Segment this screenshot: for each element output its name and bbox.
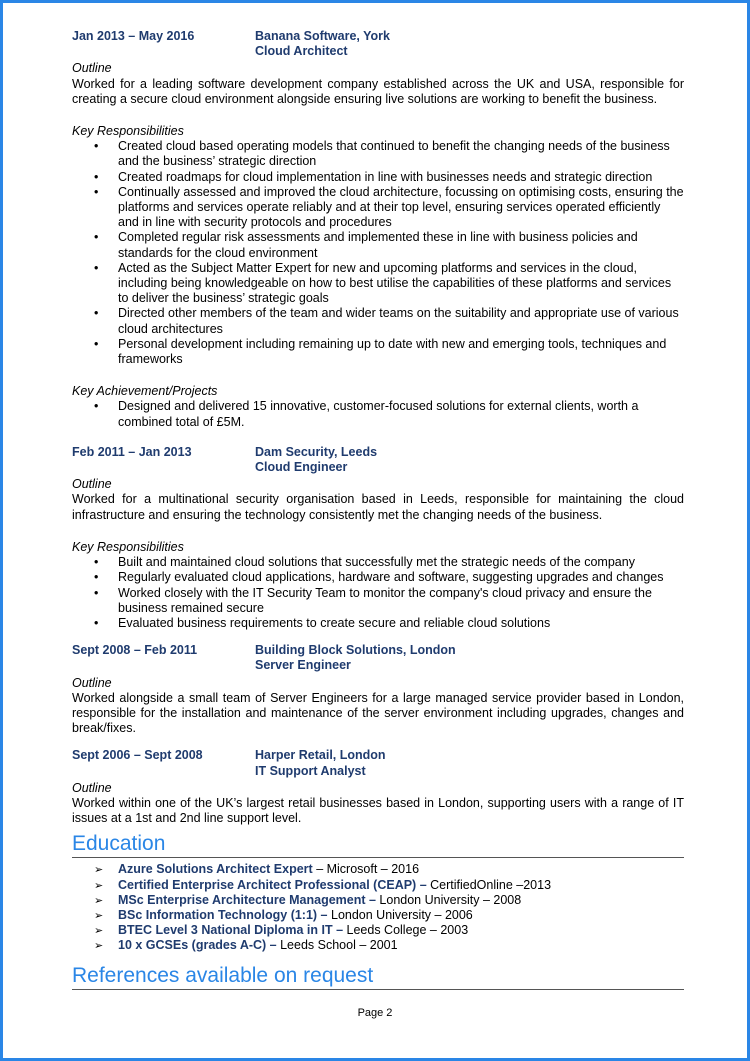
list-item bbox=[118, 893, 684, 908]
job-company-block bbox=[255, 748, 386, 778]
job-company: Harper Retail, London bbox=[255, 748, 386, 763]
job-dates: Jan 2013 – May 2016 bbox=[72, 29, 195, 43]
list-item: • Continually assessed and improved the cloud architecture, focussing on optimising costs, ensuring the platforms and services operate reliably and at their top level, ensuring services operated efficiently and in line with security protocols and procedures bbox=[118, 185, 684, 231]
qualification-detail: – Microsoft – 2016 bbox=[312, 862, 420, 877]
list-item: • Worked closely with the IT Security Team to monitor the company's cloud privacy and ensure the business remained secure bbox=[118, 586, 684, 616]
outline-text: Worked alongside a small team of Server Engineers for a large managed service provider based in London, responsible for the installation and maintenance of the server environment including upgrades, changes and break/fixes. bbox=[72, 690, 684, 736]
job-role: IT Support Analyst bbox=[255, 763, 366, 778]
list-item: • Completed regular risk assessments and implemented these in line with business policies and standards for the cloud environment bbox=[118, 230, 684, 260]
education-heading: Education bbox=[72, 832, 684, 858]
job-role: Server Engineer bbox=[255, 658, 351, 673]
list-item bbox=[118, 908, 684, 923]
achievements-list bbox=[72, 399, 684, 429]
achievements-label: Key Achievement/Projects bbox=[72, 384, 218, 399]
list-item: • Directed other members of the team and wider teams on the suitability and appropriate use of various cloud architectures bbox=[118, 306, 684, 336]
outline-text: Worked for a leading software development company established across the UK and USA, responsible for creating a secure cloud environment alongside ensuring live solutions are working to benefit the business. bbox=[72, 76, 684, 106]
job-company-block bbox=[255, 643, 456, 673]
job-company: Banana Software, York bbox=[255, 29, 390, 43]
outline-label: Outline bbox=[72, 477, 112, 492]
job-company-block bbox=[255, 445, 377, 475]
qualification-name: 10 x GCSEs (grades A-C) – bbox=[118, 938, 277, 953]
qualification-name: BSc Information Technology (1:1) – bbox=[118, 907, 328, 922]
responsibilities-label: Key Responsibilities bbox=[72, 539, 184, 554]
job-dates: Sept 2006 – Sept 2008 bbox=[72, 748, 203, 763]
outline-label: Outline bbox=[72, 675, 112, 690]
job-company-block bbox=[255, 29, 390, 59]
list-item: • Acted as the Subject Matter Expert for new and upcoming platforms and services in the cloud, including being knowledgeable on how to best utilise the capabilities of these platforms and services to deliver the business’ strategic goals bbox=[118, 261, 684, 307]
qualification-name: Certified Enterprise Architect Professional (CEAP) – bbox=[118, 877, 427, 892]
job-entry bbox=[72, 29, 684, 430]
qualification-detail: London University – 2008 bbox=[375, 892, 522, 907]
qualification-detail: London University – 2006 bbox=[327, 907, 473, 922]
qualification-detail: Leeds School – 2001 bbox=[276, 938, 398, 953]
outline-label: Outline bbox=[72, 61, 112, 76]
qualification-detail: Leeds College – 2003 bbox=[343, 923, 469, 938]
qualification-detail: CertifiedOnline –2013 bbox=[426, 877, 552, 892]
job-entry bbox=[72, 643, 684, 736]
job-company: Building Block Solutions, London bbox=[255, 643, 456, 658]
list-item: • Personal development including remaining up to date with new and emerging tools, techniques and frameworks bbox=[118, 337, 684, 367]
list-item: • Built and maintained cloud solutions that successfully met the strategic needs of the company bbox=[118, 555, 684, 570]
job-role: Cloud Architect bbox=[255, 44, 348, 59]
outline-label: Outline bbox=[72, 780, 112, 795]
education-list bbox=[72, 862, 684, 953]
responsibilities-label: Key Responsibilities bbox=[72, 124, 184, 139]
job-entry bbox=[72, 445, 684, 631]
job-header bbox=[72, 643, 684, 673]
references-heading: References available on request bbox=[72, 964, 684, 990]
job-header bbox=[72, 29, 684, 59]
list-item bbox=[118, 878, 684, 893]
page-number: Page 2 bbox=[357, 1007, 393, 1019]
qualification-name: BTEC Level 3 National Diploma in IT – bbox=[118, 923, 344, 938]
list-item: • Evaluated business requirements to create secure and reliable cloud solutions bbox=[118, 616, 684, 631]
list-item: • Designed and delivered 15 innovative, customer-focused solutions for external clients, worth a combined total of £5M. bbox=[118, 399, 684, 429]
job-dates: Sept 2008 – Feb 2011 bbox=[72, 643, 198, 658]
list-item bbox=[118, 938, 684, 953]
outline-text: Worked within one of the UK’s largest retail businesses based in London, supporting users with a range of IT issues at a 1st and 2nd line support level. bbox=[72, 795, 684, 826]
outline-text: Worked for a multinational security organisation based in Leeds, responsible for maintaining the cloud infrastructure and ensuring the technology consistently met the changing needs of the business. bbox=[72, 492, 684, 522]
list-item: • Created cloud based operating models that continued to benefit the changing needs of the business and the business’ strategic direction bbox=[118, 139, 684, 169]
job-company: Dam Security, Leeds bbox=[255, 444, 378, 459]
list-item: • Created roadmaps for cloud implementation in line with businesses needs and strategic direction bbox=[118, 170, 684, 185]
responsibilities-list bbox=[72, 555, 684, 631]
qualification-name: MSc Enterprise Architecture Management – bbox=[118, 892, 376, 907]
list-item: • Regularly evaluated cloud applications, hardware and software, suggesting upgrades and changes bbox=[118, 570, 684, 585]
list-item bbox=[118, 923, 684, 938]
list-item bbox=[118, 862, 684, 877]
qualification-name: Azure Solutions Architect Expert bbox=[118, 862, 313, 877]
job-entry bbox=[72, 748, 684, 826]
responsibilities-list bbox=[72, 139, 684, 367]
job-header bbox=[72, 445, 684, 475]
job-header bbox=[72, 748, 684, 778]
job-dates: Feb 2011 – Jan 2013 bbox=[72, 444, 192, 459]
page-content bbox=[72, 29, 684, 990]
job-role: Cloud Engineer bbox=[255, 460, 348, 475]
